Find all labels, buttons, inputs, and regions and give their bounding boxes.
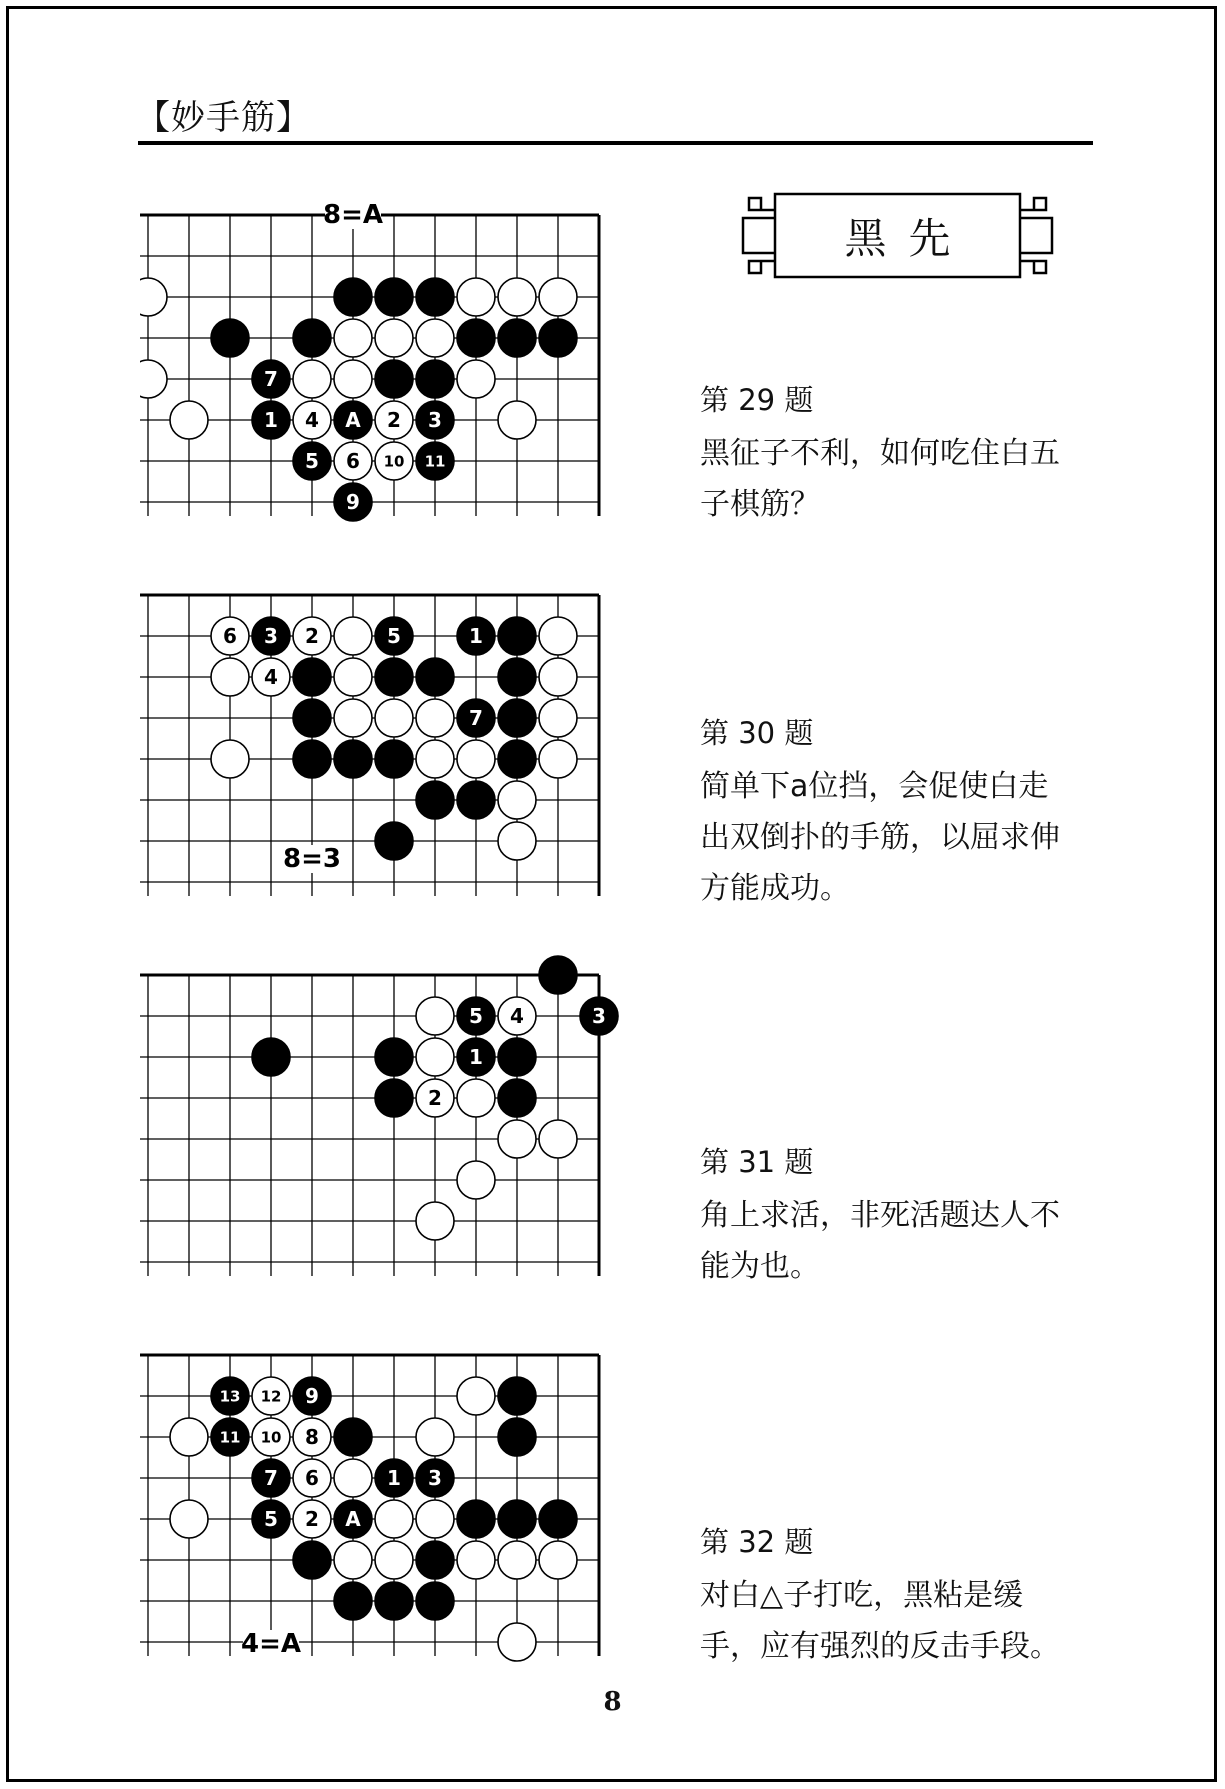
white-stone bbox=[457, 1161, 495, 1199]
black-stone bbox=[457, 1038, 495, 1076]
move-number: 8 bbox=[305, 1425, 319, 1450]
move-number: 7 bbox=[264, 367, 278, 392]
white-stone bbox=[375, 699, 413, 737]
move-number: 3 bbox=[592, 1004, 606, 1029]
black-stone bbox=[293, 658, 331, 696]
black-stone bbox=[334, 740, 372, 778]
white-stone bbox=[416, 1202, 454, 1240]
black-stone bbox=[252, 360, 290, 398]
page-number: 8 bbox=[603, 1687, 622, 1717]
white-stone bbox=[293, 401, 331, 439]
move-number: 5 bbox=[305, 449, 319, 474]
black-stone bbox=[252, 401, 290, 439]
white-stone bbox=[375, 319, 413, 357]
black-stone bbox=[375, 1038, 413, 1076]
move-number: 1 bbox=[469, 1045, 483, 1070]
problem-number: 第 29 题 bbox=[700, 383, 814, 417]
move-number: 9 bbox=[305, 1384, 319, 1409]
white-stone bbox=[293, 360, 331, 398]
black-stone bbox=[375, 658, 413, 696]
black-stone bbox=[211, 1418, 249, 1456]
go-board-30 bbox=[140, 575, 640, 915]
black-stone bbox=[416, 401, 454, 439]
white-stone bbox=[539, 1541, 577, 1579]
black-stone bbox=[498, 658, 536, 696]
move-number: 10 bbox=[383, 452, 405, 471]
white-stone bbox=[457, 360, 495, 398]
move-number: A bbox=[345, 408, 361, 433]
black-stone bbox=[457, 781, 495, 819]
go-board-29 bbox=[140, 195, 640, 535]
move-number: 4 bbox=[510, 1004, 524, 1029]
white-stone bbox=[293, 617, 331, 655]
white-stone bbox=[334, 699, 372, 737]
move-number: 9 bbox=[346, 490, 360, 515]
white-stone bbox=[211, 740, 249, 778]
problem-description: 角上求活，非死活题达人不 能为也。 bbox=[700, 1198, 1060, 1284]
white-stone bbox=[498, 822, 536, 860]
white-stone bbox=[170, 1418, 208, 1456]
black-stone bbox=[293, 699, 331, 737]
black-stone bbox=[252, 617, 290, 655]
black-stone bbox=[457, 1500, 495, 1538]
move-number: 10 bbox=[260, 1428, 282, 1447]
white-stone bbox=[252, 1377, 290, 1415]
black-stone bbox=[293, 1377, 331, 1415]
black-stone bbox=[211, 1377, 249, 1415]
board-note: 8=3 bbox=[283, 844, 341, 874]
problem-30 bbox=[700, 708, 1100, 914]
move-number: 13 bbox=[219, 1387, 241, 1406]
white-stone bbox=[539, 699, 577, 737]
move-number: 11 bbox=[424, 452, 446, 471]
white-stone bbox=[334, 360, 372, 398]
move-number: A bbox=[345, 1507, 361, 1532]
white-stone bbox=[170, 401, 208, 439]
move-number: 2 bbox=[305, 624, 319, 649]
move-number: 4 bbox=[305, 408, 319, 433]
black-stone bbox=[416, 1541, 454, 1579]
move-number: 5 bbox=[387, 624, 401, 649]
white-stone bbox=[539, 617, 577, 655]
black-stone bbox=[375, 617, 413, 655]
white-stone bbox=[252, 658, 290, 696]
move-number: 1 bbox=[387, 1466, 401, 1491]
problem-description: 黑征子不利，如何吃住白五 子棋筋？ bbox=[700, 436, 1060, 522]
white-stone bbox=[416, 319, 454, 357]
white-stone bbox=[416, 997, 454, 1035]
black-stone bbox=[375, 1459, 413, 1497]
white-stone bbox=[211, 658, 249, 696]
white-stone bbox=[498, 401, 536, 439]
white-stone bbox=[457, 740, 495, 778]
black-stone bbox=[211, 319, 249, 357]
white-stone bbox=[170, 1500, 208, 1538]
black-stone bbox=[334, 1582, 372, 1620]
black-stone bbox=[334, 278, 372, 316]
black-stone bbox=[293, 442, 331, 480]
black-first-banner bbox=[735, 188, 1060, 287]
white-stone bbox=[293, 1418, 331, 1456]
black-stone bbox=[334, 1418, 372, 1456]
white-stone bbox=[293, 1500, 331, 1538]
black-stone bbox=[293, 319, 331, 357]
problem-32 bbox=[700, 1517, 1100, 1672]
move-number: 7 bbox=[469, 706, 483, 731]
white-stone bbox=[140, 360, 167, 398]
white-stone bbox=[334, 1459, 372, 1497]
black-stone bbox=[498, 617, 536, 655]
problem-description: 简单下a位挡，会促使白走 出双倒扑的手筋，以屈求伸 方能成功。 bbox=[700, 769, 1060, 906]
black-stone bbox=[375, 822, 413, 860]
black-stone bbox=[252, 1459, 290, 1497]
board-note: 4=A bbox=[241, 1629, 301, 1659]
black-stone bbox=[498, 1418, 536, 1456]
white-stone bbox=[498, 1541, 536, 1579]
white-stone bbox=[334, 658, 372, 696]
white-stone bbox=[140, 278, 167, 316]
black-stone bbox=[375, 1079, 413, 1117]
black-stone bbox=[457, 699, 495, 737]
black-stone bbox=[334, 401, 372, 439]
white-stone bbox=[457, 1377, 495, 1415]
problem-31 bbox=[700, 1137, 1100, 1292]
move-number: 5 bbox=[469, 1004, 483, 1029]
black-stone bbox=[375, 360, 413, 398]
black-stone bbox=[416, 1459, 454, 1497]
move-number: 3 bbox=[428, 1466, 442, 1491]
white-stone bbox=[416, 1418, 454, 1456]
white-stone bbox=[539, 278, 577, 316]
white-stone bbox=[498, 1120, 536, 1158]
move-number: 1 bbox=[264, 408, 278, 433]
white-stone bbox=[375, 401, 413, 439]
black-stone bbox=[293, 740, 331, 778]
move-number: 6 bbox=[346, 449, 360, 474]
black-stone bbox=[375, 740, 413, 778]
black-stone bbox=[498, 1079, 536, 1117]
move-number: 2 bbox=[305, 1507, 319, 1532]
black-stone bbox=[293, 1541, 331, 1579]
white-stone bbox=[375, 442, 413, 480]
white-stone bbox=[375, 1541, 413, 1579]
black-stone bbox=[498, 740, 536, 778]
move-number: 11 bbox=[219, 1428, 241, 1447]
black-stone bbox=[498, 1038, 536, 1076]
problem-description: 对白△子打吃，黑粘是缓 手，应有强烈的反击手段。 bbox=[700, 1578, 1060, 1664]
move-number: 6 bbox=[223, 624, 237, 649]
black-stone bbox=[416, 278, 454, 316]
section-title: 【妙手筋】 bbox=[136, 98, 311, 138]
white-stone bbox=[334, 442, 372, 480]
white-stone bbox=[416, 1079, 454, 1117]
move-number: 4 bbox=[264, 665, 278, 690]
white-stone bbox=[457, 1541, 495, 1579]
move-number: 3 bbox=[264, 624, 278, 649]
white-stone bbox=[211, 617, 249, 655]
header-rule bbox=[138, 141, 1093, 145]
white-stone bbox=[498, 997, 536, 1035]
problem-number: 第 32 题 bbox=[700, 1525, 814, 1559]
black-stone bbox=[539, 319, 577, 357]
problem-number: 第 30 题 bbox=[700, 716, 814, 750]
problem-29 bbox=[700, 375, 1100, 530]
white-stone bbox=[293, 1459, 331, 1497]
black-stone bbox=[416, 442, 454, 480]
black-stone bbox=[498, 1500, 536, 1538]
black-stone bbox=[457, 319, 495, 357]
white-stone bbox=[416, 1038, 454, 1076]
black-stone bbox=[252, 1038, 290, 1076]
black-stone bbox=[539, 956, 577, 994]
move-number: 3 bbox=[428, 408, 442, 433]
banner-label: 黑先 bbox=[844, 213, 973, 263]
white-stone bbox=[334, 1541, 372, 1579]
white-stone bbox=[416, 740, 454, 778]
black-stone bbox=[375, 278, 413, 316]
black-stone bbox=[334, 1500, 372, 1538]
move-number: 2 bbox=[428, 1086, 442, 1111]
go-board-32 bbox=[140, 1335, 640, 1675]
move-number: 7 bbox=[264, 1466, 278, 1491]
white-stone bbox=[334, 319, 372, 357]
black-stone bbox=[416, 658, 454, 696]
white-stone bbox=[498, 1623, 536, 1661]
white-stone bbox=[252, 1418, 290, 1456]
black-stone bbox=[375, 1582, 413, 1620]
white-stone bbox=[539, 740, 577, 778]
problem-number: 第 31 题 bbox=[700, 1145, 814, 1179]
black-stone bbox=[457, 997, 495, 1035]
black-stone bbox=[498, 319, 536, 357]
move-number: 1 bbox=[469, 624, 483, 649]
white-stone bbox=[416, 1500, 454, 1538]
board-note: 8=A bbox=[323, 200, 383, 230]
black-stone bbox=[334, 483, 372, 521]
black-stone bbox=[416, 781, 454, 819]
white-stone bbox=[457, 1079, 495, 1117]
move-number: 5 bbox=[264, 1507, 278, 1532]
white-stone bbox=[498, 278, 536, 316]
black-stone bbox=[580, 997, 618, 1035]
move-number: 6 bbox=[305, 1466, 319, 1491]
move-number: 12 bbox=[260, 1387, 282, 1406]
white-stone bbox=[416, 699, 454, 737]
black-stone bbox=[457, 617, 495, 655]
white-stone bbox=[457, 278, 495, 316]
black-stone bbox=[252, 1500, 290, 1538]
white-stone bbox=[539, 658, 577, 696]
white-stone bbox=[375, 1500, 413, 1538]
white-stone bbox=[539, 1120, 577, 1158]
black-stone bbox=[498, 699, 536, 737]
white-stone bbox=[498, 781, 536, 819]
black-stone bbox=[416, 1582, 454, 1620]
black-stone bbox=[539, 1500, 577, 1538]
black-stone bbox=[498, 1377, 536, 1415]
go-board-31 bbox=[140, 955, 640, 1295]
black-stone bbox=[416, 360, 454, 398]
move-number: 2 bbox=[387, 408, 401, 433]
white-stone bbox=[334, 617, 372, 655]
